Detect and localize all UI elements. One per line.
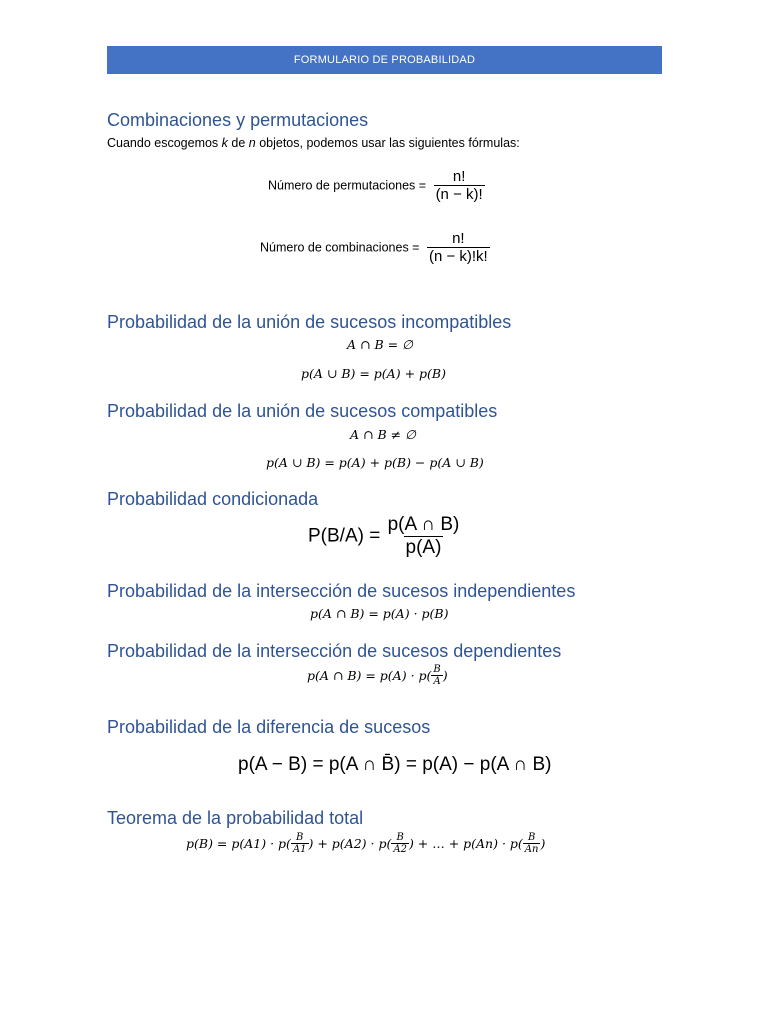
section-title-dependientes: Probabilidad de la intersección de sucesos dependientes <box>107 641 562 661</box>
formula-diferencia: p(A − B) = p(A ∩ B̄) = p(A) − p(A ∩ B) <box>238 754 552 775</box>
condicionada-denominator: p(A) <box>405 537 442 558</box>
perm-denominator: (n − k)! <box>435 186 483 203</box>
formula-compatibles-1: A ∩ B ≠ ∅ <box>350 427 416 442</box>
formula-combinaciones: Número de combinaciones = $\frac{n!}{(n - k)!k!}$ <box>260 230 488 265</box>
section-title-condicionada: Probabilidad condicionada <box>107 489 319 509</box>
comb-denominator: (n − k)!k! <box>428 248 488 265</box>
section-title-combinaciones: Combinaciones y permutaciones <box>107 110 369 130</box>
formula-condicionada: P(B/A) = $\frac{p(A \cap B)}{p(A)}$ <box>308 514 460 558</box>
formula-total: p(B) = p(A1) · p( $\frac{B}{A1}$ ) + p(A2) · p( $\frac{B}{A2}$ ) + … + p(An) · p( $\frac{B}{An}$ ) <box>186 832 546 855</box>
section-title-independientes: Probabilidad de la intersección de sucesos independientes <box>107 581 576 601</box>
formula-incompatibles-1: A ∩ B = ∅ <box>347 337 413 352</box>
formula-compatibles-2: p(A ∪ B) = p(A) + p(B) − p(A ∪ B) <box>266 455 484 470</box>
formula-incompatibles-2: p(A ∪ B) = p(A) + p(B) <box>301 366 446 381</box>
section-title-diferencia: Probabilidad de la diferencia de sucesos <box>107 717 431 737</box>
perm-numerator: n! <box>452 168 466 185</box>
formula-independientes: p(A ∩ B) = p(A) · p(B) <box>310 606 449 621</box>
comb-numerator: n! <box>452 230 465 247</box>
condicionada-numerator: p(A ∩ B) <box>387 514 460 535</box>
header-banner: FORMULARIO DE PROBABILIDAD <box>107 46 662 74</box>
formula-permutaciones: Número de permutaciones = $\frac{n!}{(n - k)!}$ <box>268 168 483 203</box>
section-title-incompatibles: Probabilidad de la unión de sucesos incompatibles <box>107 312 512 332</box>
intro-text: Cuando escogemos k de n objetos, podemos usar las siguientes fórmulas: <box>107 136 520 150</box>
formula-dependientes: p(A ∩ B) = p(A) · p( $\frac{B}{A}$ ) <box>307 664 448 687</box>
section-title-compatibles: Probabilidad de la unión de sucesos compatibles <box>107 401 498 421</box>
section-title-total: Teorema de la probabilidad total <box>107 808 364 828</box>
